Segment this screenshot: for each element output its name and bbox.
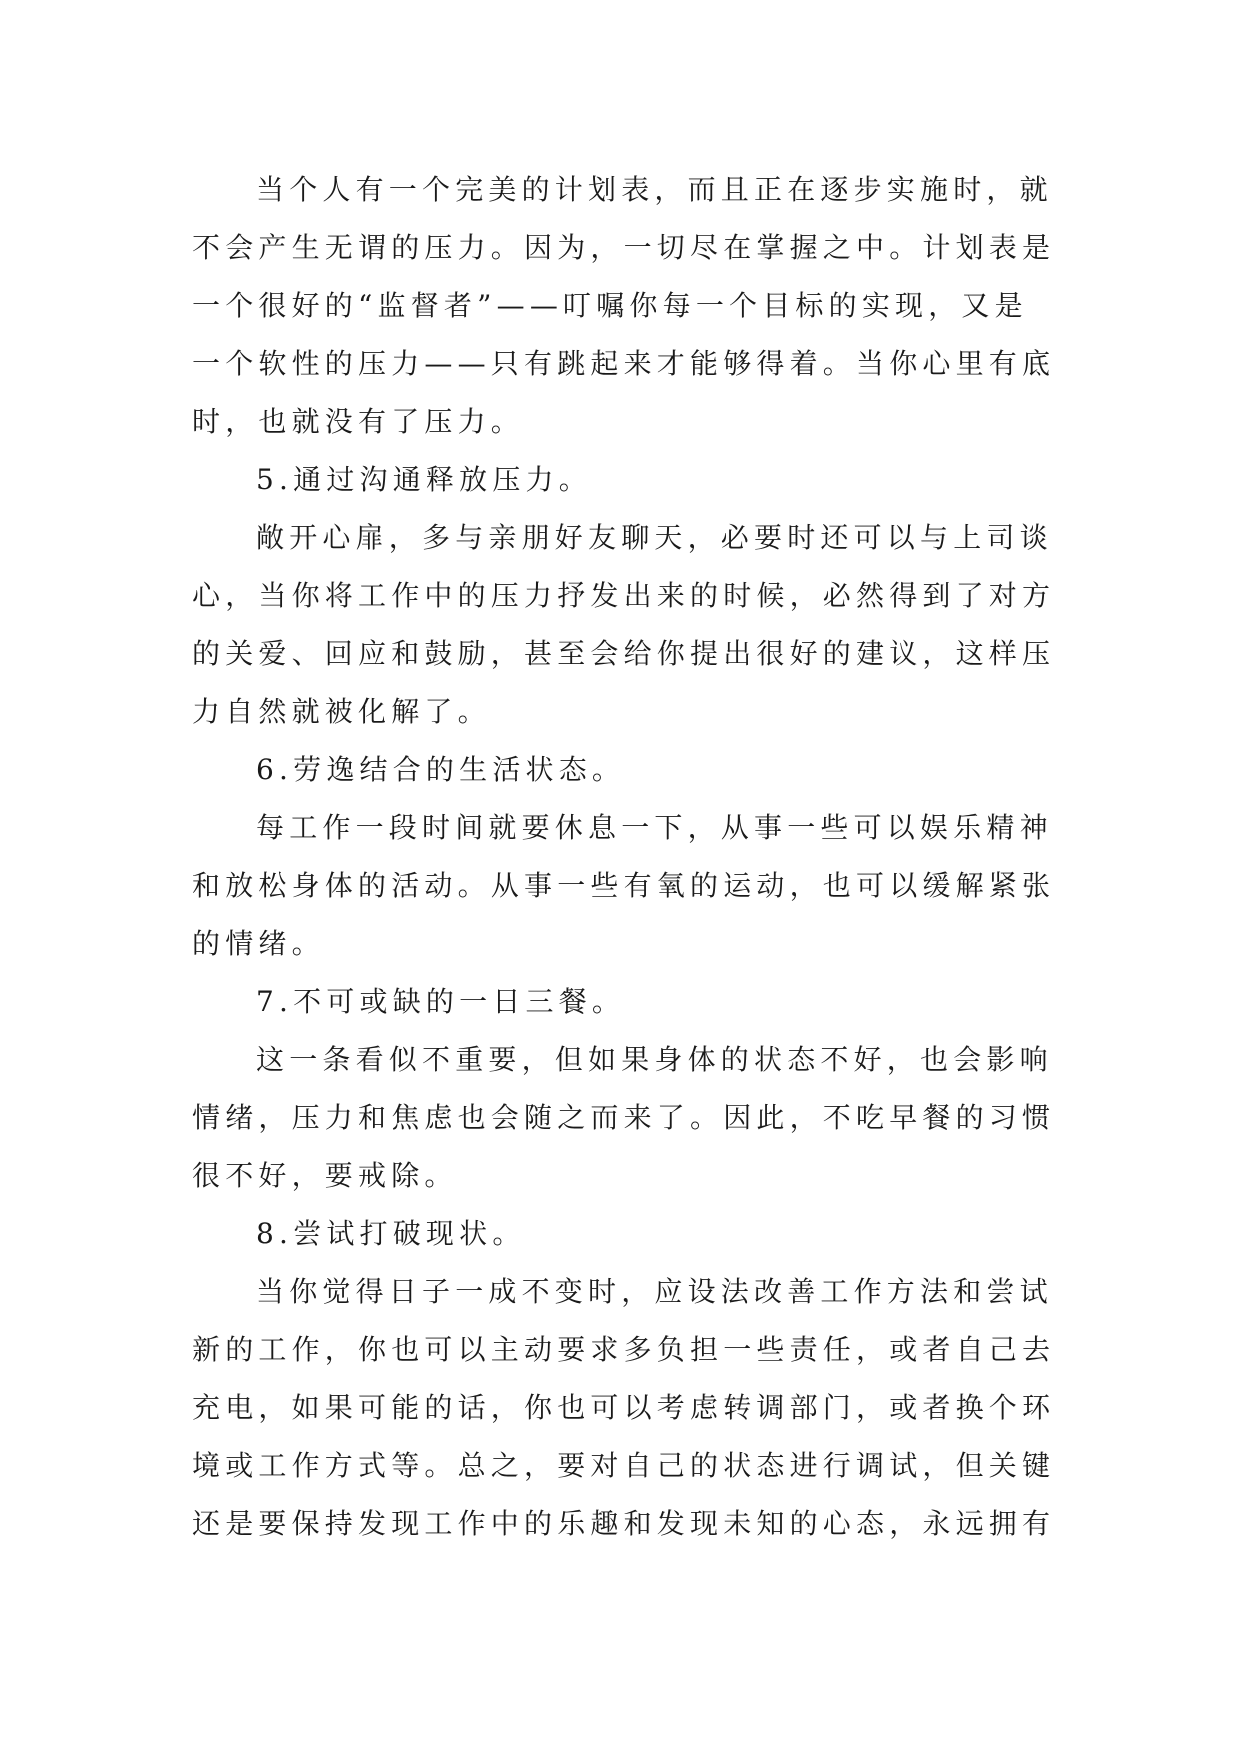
paragraph-line: 一个软性的压力——只有跳起来才能够得着。当你心里有底: [192, 347, 1056, 380]
paragraph-line: 充电，如果可能的话，你也可以考虑转调部门，或者换个环: [192, 1391, 1056, 1424]
paragraph-line: 的情绪。: [192, 927, 325, 960]
paragraph-line: 时，也就没有了压力。: [192, 405, 525, 438]
paragraph-line: 还是要保持发现工作中的乐趣和发现未知的心态，永远拥有: [192, 1507, 1056, 1540]
paragraph-line: 和放松身体的活动。从事一些有氧的运动，也可以缓解紧张: [192, 869, 1056, 902]
paragraph-line: 一个很好的“监督者”——叮嘱你每一个目标的实现，又是: [192, 289, 1028, 322]
section-heading: 8.尝试打破现状。: [256, 1217, 526, 1250]
paragraph-line: 每工作一段时间就要休息一下，从事一些可以娱乐精神: [256, 811, 1053, 844]
paragraph-line: 这一条看似不重要，但如果身体的状态不好，也会影响: [256, 1043, 1053, 1076]
paragraph-line: 很不好，要戒除。: [192, 1159, 458, 1192]
paragraph-line: 的关爱、回应和鼓励，甚至会给你提出很好的建议，这样压: [192, 637, 1056, 670]
section-heading: 6.劳逸结合的生活状态。: [256, 753, 626, 786]
paragraph-line: 当你觉得日子一成不变时，应设法改善工作方法和尝试: [256, 1275, 1053, 1308]
paragraph-line: 新的工作，你也可以主动要求多负担一些责任，或者自己去: [192, 1333, 1056, 1366]
section-heading: 7.不可或缺的一日三餐。: [256, 985, 626, 1018]
paragraph-line: 力自然就被化解了。: [192, 695, 491, 728]
section-heading: 5.通过沟通释放压力。: [256, 463, 592, 496]
paragraph-line: 情绪，压力和焦虑也会随之而来了。因此，不吃早餐的习惯: [192, 1101, 1056, 1134]
paragraph-line: 不会产生无谓的压力。因为，一切尽在掌握之中。计划表是: [192, 231, 1056, 264]
paragraph-line: 境或工作方式等。总之，要对自己的状态进行调试，但关键: [192, 1449, 1056, 1482]
paragraph-line: 当个人有一个完美的计划表，而且正在逐步实施时，就: [256, 173, 1053, 206]
paragraph-line: 敞开心扉，多与亲朋好友聊天，必要时还可以与上司谈: [256, 521, 1053, 554]
paragraph-line: 心，当你将工作中的压力抒发出来的时候，必然得到了对方: [192, 579, 1056, 612]
